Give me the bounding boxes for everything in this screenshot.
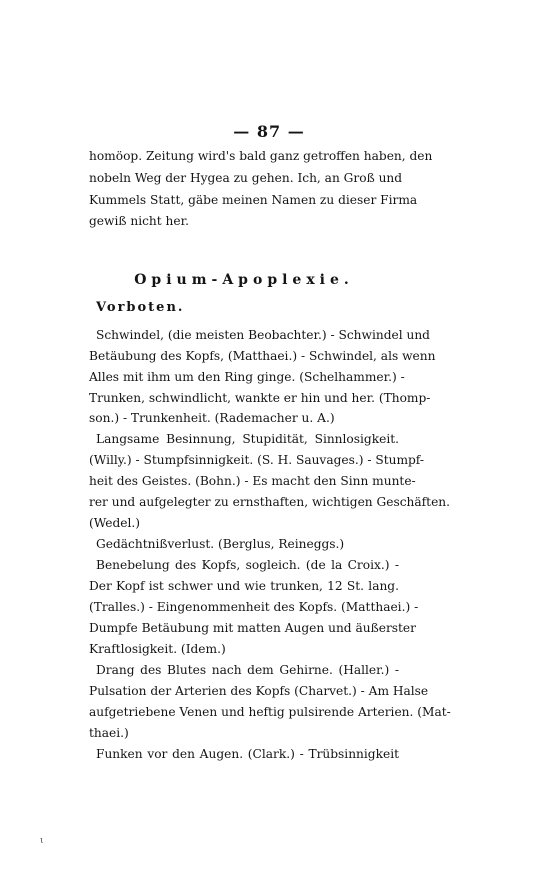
body-line: rer und aufgelegter zu ernsthaften, wichtigen Geschäften. bbox=[89, 495, 451, 509]
body-line: Funken vor den Augen. (Clark.) - Trübsinnigkeit bbox=[96, 747, 399, 761]
intro-line: homöop. Zeitung wird's bald ganz getroffen haben, den bbox=[89, 149, 433, 163]
section-heading: Opium-Apoplexie. bbox=[134, 272, 354, 288]
body-line: son.) - Trunkenheit. (Rademacher u. A.) bbox=[89, 411, 335, 425]
body-line: Schwindel, (die meisten Beobachter.) - Schwindel und bbox=[96, 328, 430, 342]
body-line: aufgetriebene Venen und heftig pulsirende Arterien. (Mat- bbox=[89, 705, 451, 719]
body-line: Trunken, schwindlicht, wankte er hin und her. (Thomp- bbox=[89, 391, 431, 405]
body-line: Kraftlosigkeit. (Idem.) bbox=[89, 642, 226, 656]
intro-line: nobeln Weg der Hygea zu gehen. Ich, an Groß und bbox=[89, 171, 403, 185]
body-line: Gedächtnißverlust. (Berglus, Reineggs.) bbox=[96, 537, 345, 551]
margin-mark: ι bbox=[40, 836, 44, 846]
body-line: heit des Geistes. (Bohn.) - Es macht den Sinn munte- bbox=[89, 474, 416, 488]
body-line: Drang des Blutes nach dem Gehirne. (Haller.) - bbox=[96, 663, 399, 677]
body-line: Alles mit ihm um den Ring ginge. (Schelhammer.) - bbox=[89, 370, 405, 384]
body-line: thaei.) bbox=[89, 726, 129, 740]
body-line: (Willy.) - Stumpfsinnigkeit. (S. H. Sauvages.) - Stumpf- bbox=[89, 453, 424, 467]
intro-line: gewiß nicht her. bbox=[89, 214, 189, 228]
intro-line: Kummels Statt, gäbe meinen Namen zu dieser Firma bbox=[89, 193, 418, 207]
body-line: Dumpfe Betäubung mit matten Augen und äußerster bbox=[89, 621, 416, 635]
body-line: Pulsation der Arterien des Kopfs (Charvet.) - Am Halse bbox=[89, 684, 429, 698]
body-line: Betäubung des Kopfs, (Matthaei.) - Schwindel, als wenn bbox=[89, 349, 436, 363]
body-line: (Tralles.) - Eingenommenheit des Kopfs. (Matthaei.) - bbox=[89, 600, 419, 614]
body-line: Langsame Besinnung, Stupidität, Sinnlosigkeit. bbox=[96, 432, 399, 446]
body-line: Benebelung des Kopfs, sogleich. (de la Croix.) - bbox=[96, 558, 399, 572]
section-subheading: Vorboten. bbox=[96, 300, 185, 315]
body-line: (Wedel.) bbox=[89, 516, 141, 530]
page-number: — 87 — bbox=[233, 122, 305, 141]
body-line: Der Kopf ist schwer und wie trunken, 12 St. lang. bbox=[89, 579, 399, 593]
